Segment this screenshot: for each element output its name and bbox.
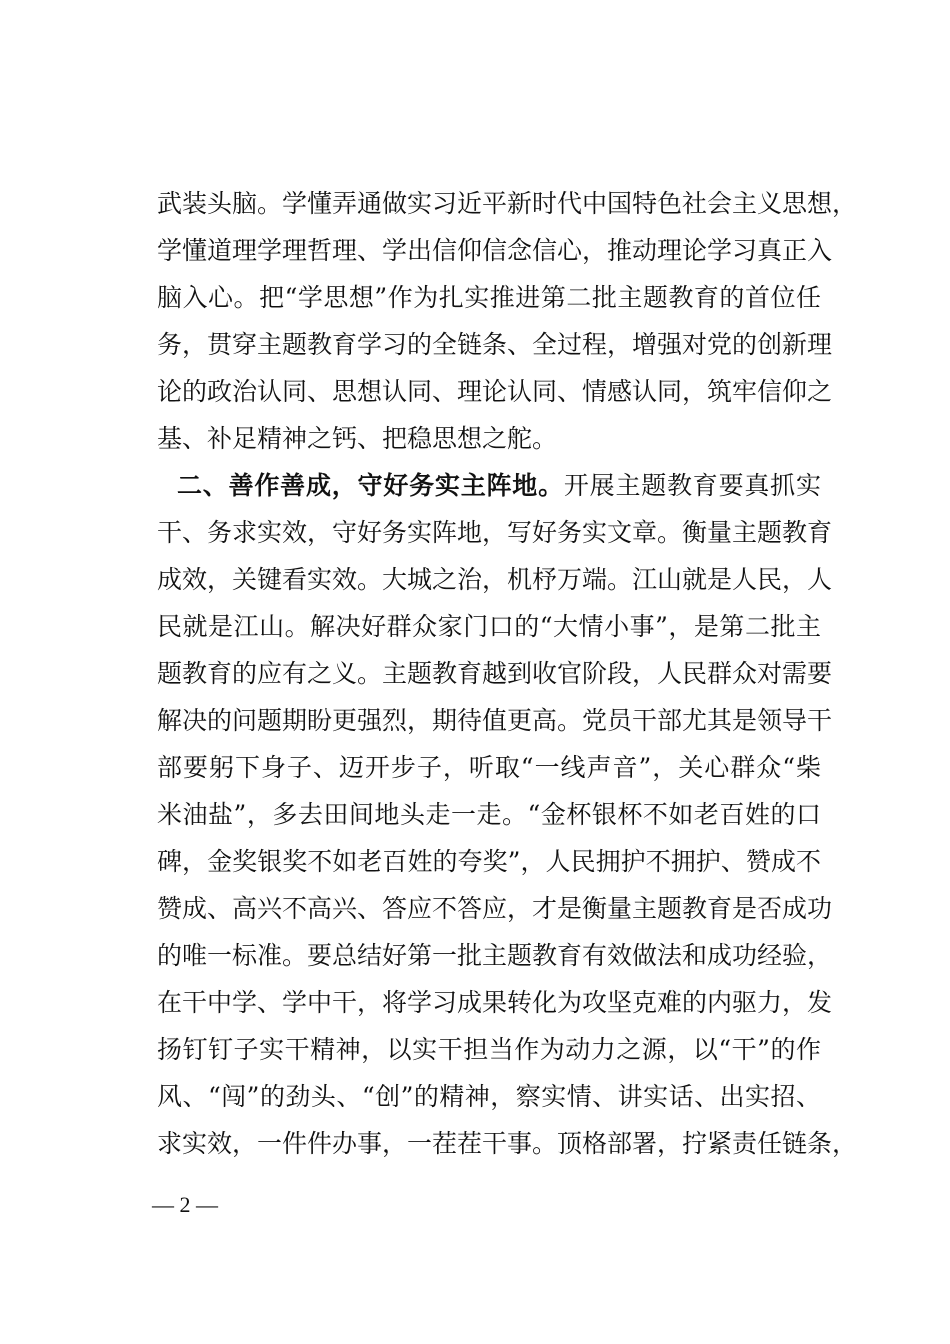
paragraph-line: 题教育的应有之义。主题教育越到收官阶段，人民群众对需要 xyxy=(157,659,833,688)
body-text xyxy=(157,180,858,1167)
paragraph-line: 的唯一标准。要总结好第一批主题教育有效做法和成功经验， xyxy=(157,941,833,970)
paragraph-line: 米油盐”，多去田间地头走一走。“金杯银杯不如老百姓的口 xyxy=(157,800,821,829)
paragraph-line: 干、务求实效，守好务实阵地，写好务实文章。衡量主题教育 xyxy=(157,518,833,547)
paragraph-line: 学懂道理学理哲理、学出信仰信念信心，推动理论学习真正入 xyxy=(157,236,833,265)
paragraph-line: 成效，关键看实效。大城之治，机杼万端。江山就是人民，人 xyxy=(157,565,833,594)
paragraph-line: 解决的问题期盼更强烈，期待值更高。党员干部尤其是领导干 xyxy=(157,706,833,735)
paragraph-line: 碑，金奖银奖不如老百姓的夸奖”，人民拥护不拥护、赞成不 xyxy=(157,847,821,876)
paragraph-line: 赞成、高兴不高兴、答应不答应，才是衡量主题教育是否成功 xyxy=(157,894,833,923)
section-heading: 二、善作善成，守好务实主阵地。 xyxy=(177,471,564,500)
page-number: — 2 — xyxy=(152,1192,218,1217)
paragraph-line: 基、补足精神之钙、把稳思想之舵。 xyxy=(157,424,558,453)
paragraph-first-line xyxy=(157,462,821,509)
paragraph-line-rest: 开展主题教育要真抓实 xyxy=(563,471,821,500)
paragraph-2 xyxy=(157,462,858,1167)
paragraph-line: 扬钉钉子实干精神，以实干担当作为动力之源，以“干”的作 xyxy=(157,1035,821,1064)
paragraph-line: 风、“闯”的劲头、“创”的精神，察实情、讲实话、出实招、 xyxy=(157,1082,821,1111)
paragraph-line: 求实效，一件件办事，一茬茬干事。顶格部署，拧紧责任链条， xyxy=(157,1129,858,1158)
paragraph-line: 论的政治认同、思想认同、理论认同、情感认同，筑牢信仰之 xyxy=(157,377,833,406)
paragraph-line: 在干中学、学中干，将学习成果转化为攻坚克难的内驱力，发 xyxy=(157,988,833,1017)
paragraph-line: 民就是江山。解决好群众家门口的“大情小事”，是第二批主 xyxy=(157,612,821,641)
paragraph-line: 务，贯穿主题教育学习的全链条、全过程，增强对党的创新理 xyxy=(157,330,833,359)
paragraph-line: 部要躬下身子、迈开步子，听取“一线声音”，关心群众“柴 xyxy=(157,753,821,782)
paragraph-line: 武装头脑。学懂弄通做实习近平新时代中国特色社会主义思想， xyxy=(157,189,858,218)
paragraph-1 xyxy=(157,180,858,462)
paragraph-line: 脑入心。把“学思想”作为扎实推进第二批主题教育的首位任 xyxy=(157,283,821,312)
